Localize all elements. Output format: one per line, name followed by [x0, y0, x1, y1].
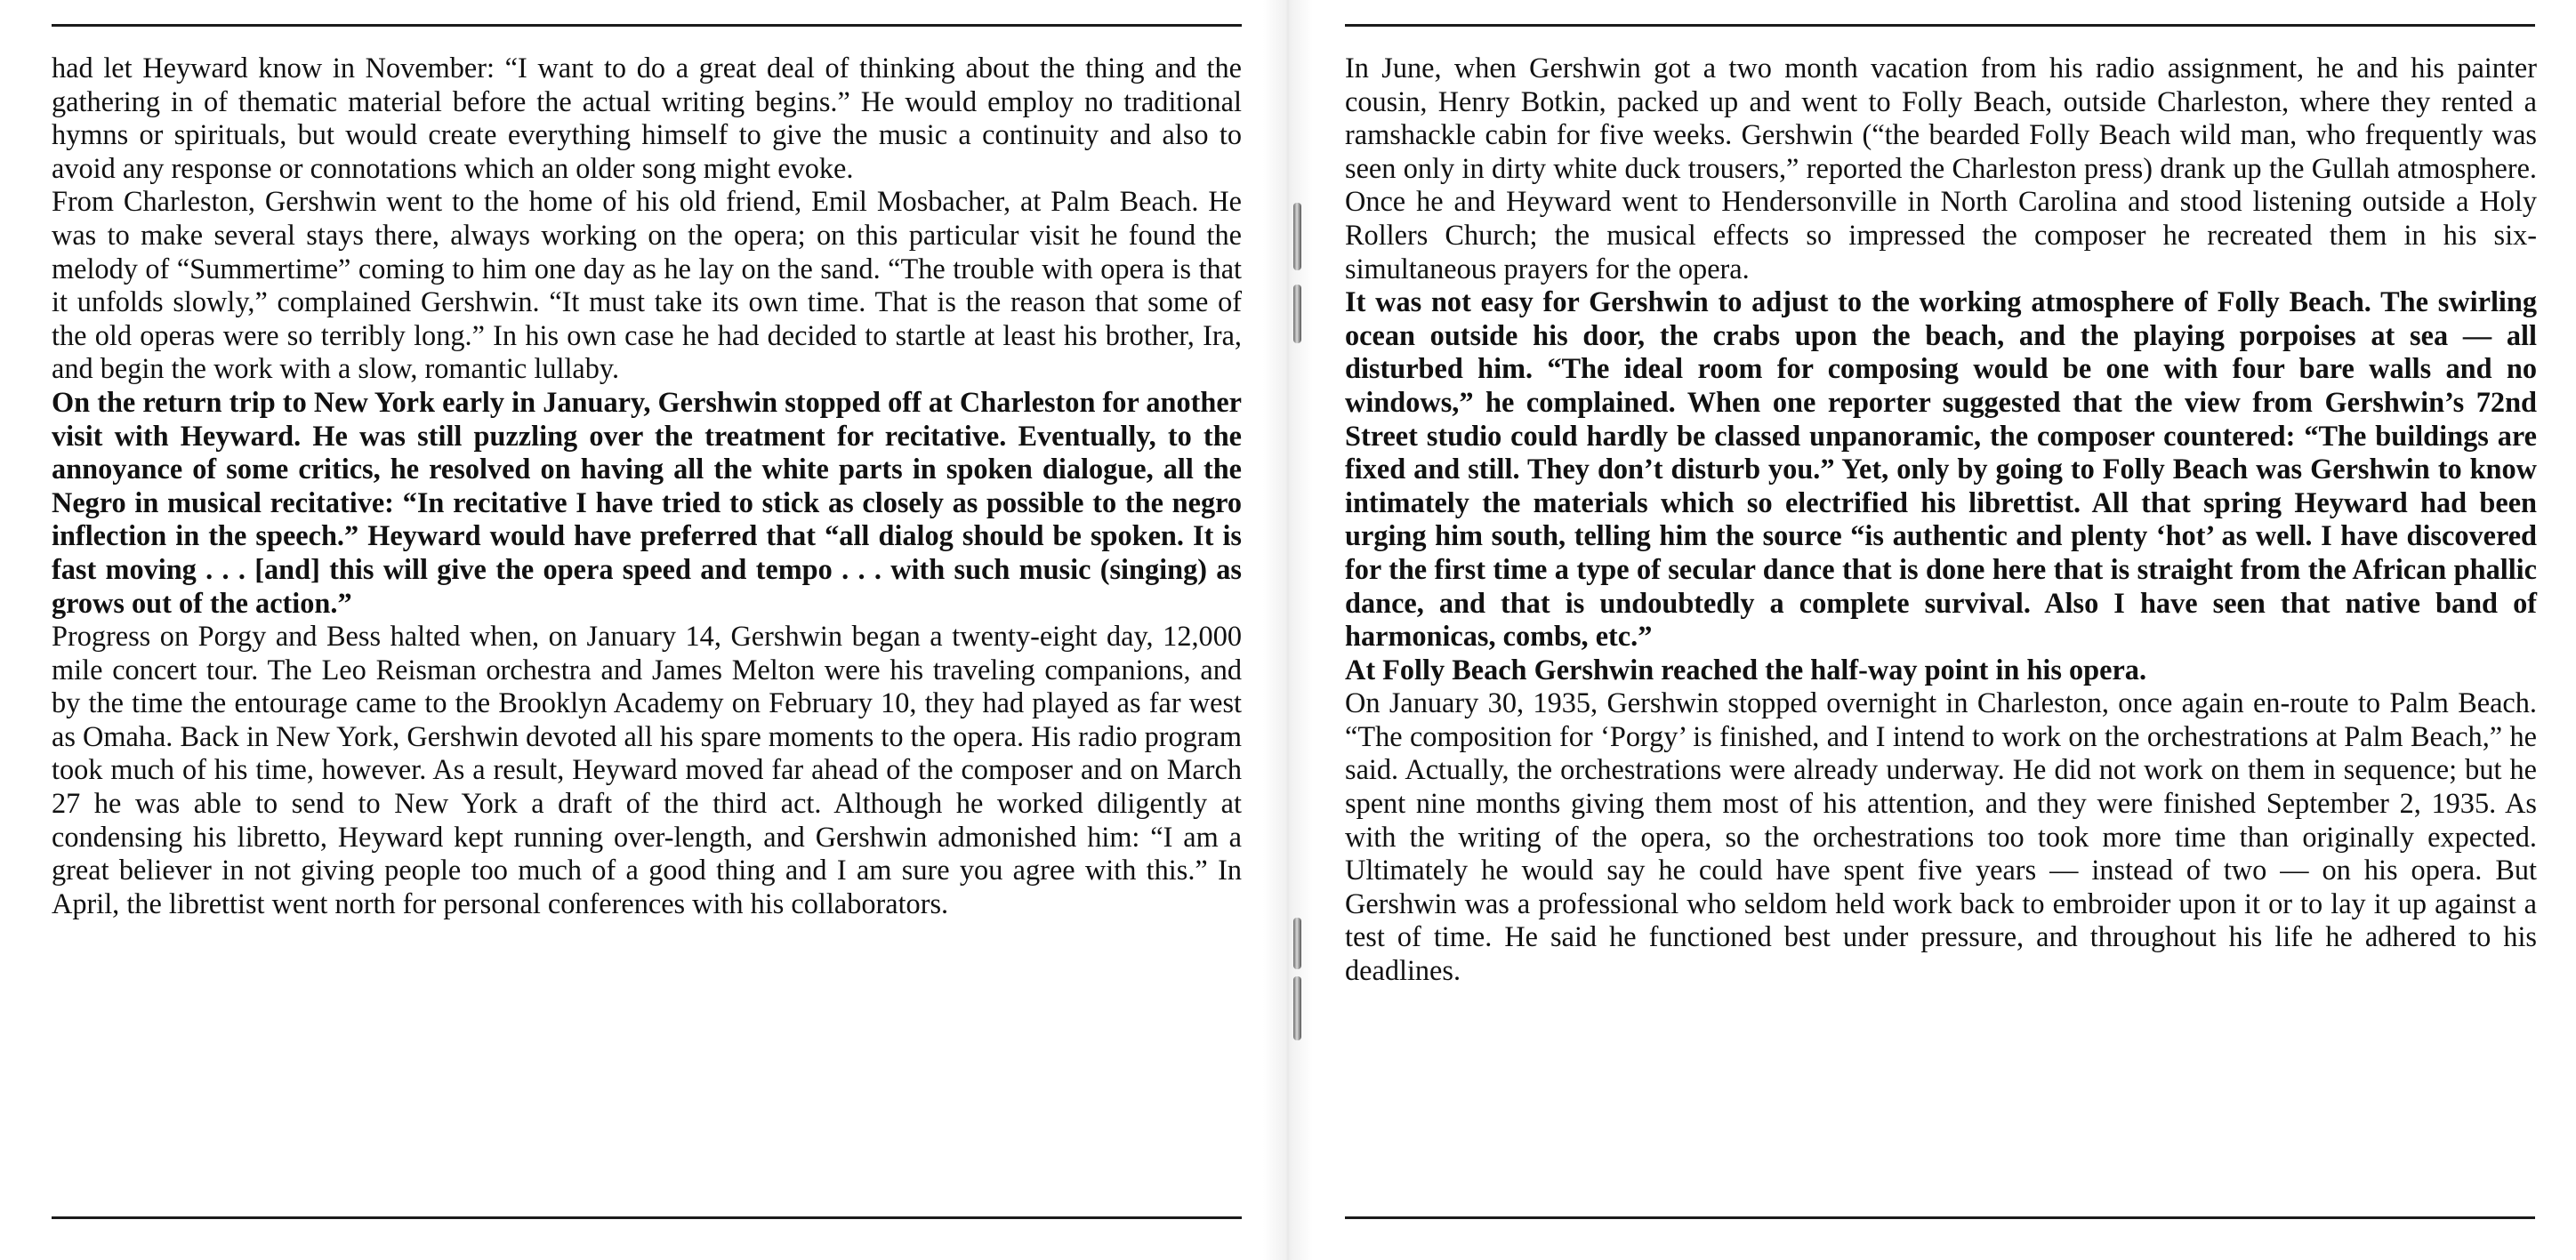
right-paragraph-4: On January 30, 1935, Gershwin stopped overnight in Charleston, once again en-route to Palm Beach. “The composition for ‘Porgy’ is finished, and I intend to work on the orchestrations at Palm Beach,” he said. Actually, the orchestrations were already underway. He did not work on them in sequence; but he spent nine months giving them most of his attention, and they were finished September 2, 1935. As with the writing of the opera, so the orchestrations too took more time than originally expected. Ultimately he would say he could have spent five years — instead of two — on his opera. But Gershwin was a professional who seldom held work back to embroider upon it or to lay it up against a test of time. He said he functioned best under pressure, and throughout his life he adhered to his deadlines. [1345, 686, 2537, 987]
right-bottom-rule [1345, 1216, 2535, 1219]
right-column-text [1345, 52, 2537, 988]
right-paragraph-1: In June, when Gershwin got a two month vacation from his radio assignment, he and his painter cousin, Henry Botkin, packed up and went to Folly Beach, outside Charleston, where they rented a ramshackle cabin for five weeks. Gershwin (“the bearded Folly Beach wild man, who frequently was seen only in dirty white duck trousers,” reported the Charleston press) drank up the Gullah atmosphere. Once he and Heyward went to Hendersonville in North Carolina and stood listening outside a Holy Rollers Church; the musical effects so impressed the composer he recreated them in his six-simultaneous prayers for the opera. [1345, 52, 2537, 285]
left-paragraph-4: Progress on Porgy and Bess halted when, on January 14, Gershwin began a twenty-eight day, 12,000 mile concert tour. The Leo Reisman orchestra and James Melton were his traveling companions, and by the time the entourage came to the Brooklyn Academy on February 10, they had played as far west as Omaha. Back in New York, Gershwin devoted all his spare moments to the opera. His radio program took much of his time, however. As a result, Heyward moved far ahead of the composer and on March 27 he was able to send to New York a draft of the third act. Although he worked diligently at condensing his libretto, Heyward kept running over-length, and Gershwin admonished him: “I am a great believer in not giving people too much of a good thing and I am sure you agree with this.” In April, the librettist went north for personal conferences with his collaborators. [52, 620, 1242, 919]
left-paragraph-3: On the return trip to New York early in January, Gershwin stopped off at Charleston for another visit with Heyward. He was still puzzling over the treatment for recitative. Eventually, to the annoyance of some critics, he resolved on having all the white parts in spoken dialogue, all the Negro in musical recitative: “In recitative I have tried to stick as closely as possible to the negro inflection in the speech.” Heyward would have preferred that “all dialog should be spoken. It is fast moving . . . [and] this will give the opera speed and tempo . . . with such music (singing) as grows out of the action.” [52, 385, 1242, 619]
left-paragraph-1: had let Heyward know in November: “I want to do a great deal of thinking about the thing and the gathering in of thematic material before the actual writing begins.” He would employ no traditional hymns or spirituals, but would create everything himself to give the music a continuity and also to avoid any response or connotations which an older song might evoke. [52, 52, 1242, 184]
right-top-rule [1345, 24, 2535, 27]
left-column-text [52, 52, 1242, 920]
binding-gutter [1263, 0, 1313, 1260]
staple-bottom-lower [1293, 976, 1301, 1040]
right-paragraph-3: At Folly Beach Gershwin reached the half-way point in his opera. [1345, 653, 2147, 686]
staple-bottom [1293, 918, 1301, 969]
staple-top [1293, 203, 1301, 270]
left-bottom-rule [52, 1216, 1242, 1219]
left-paragraph-2: From Charleston, Gershwin went to the home of his old friend, Emil Mosbacher, at Palm Beach. He was to make several stays there, always working on the opera; on this particular visit he found the melody of “Summertime” coming to him one day as he lay on the sand. “The trouble with opera is that it unfolds slowly,” complained Gershwin. “It must take its own time. That is the reason that some of the old operas were so terribly long.” In his own case he had decided to startle at least his brother, Ira, and begin the work with a slow, romantic lullaby. [52, 185, 1242, 385]
staple-top-lower [1293, 285, 1301, 343]
left-top-rule [52, 24, 1242, 27]
right-paragraph-2: It was not easy for Gershwin to adjust to the working atmosphere of Folly Beach. The swirling ocean outside his door, the crabs upon the beach, and the playing porpoises at sea — all disturbed him. “The ideal room for composing would be one with four bare walls and no windows,” he complained. When one reporter suggested that the view from Gershwin’s 72nd Street studio could hardly be classed unpanoramic, the composer countered: “The buildings are fixed and still. They don’t disturb you.” Yet, only by going to Folly Beach was Gershwin to know intimately the materials which so electrified his librettist. All that spring Heyward had been urging him south, telling him the source “is authentic and plenty ‘hot’ as well. I have discovered for the first time a type of secular dance that is done here that is straight from the African phallic dance, and that is undoubtedly a complete survival. Also I have seen that native band of harmonicas, combs, etc.” [1345, 285, 2537, 653]
